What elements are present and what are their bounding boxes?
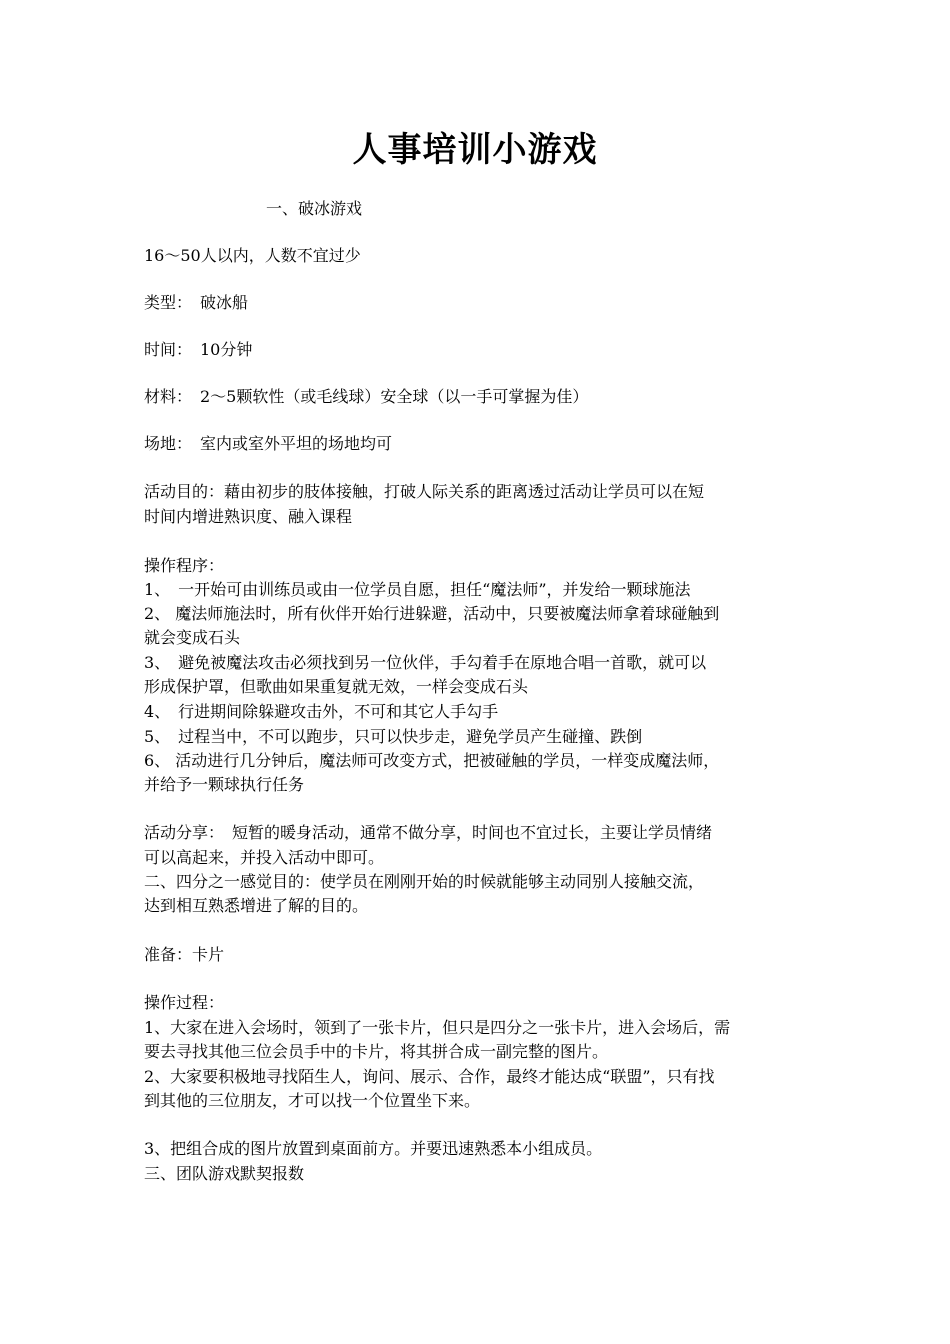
procedure-step-3-cont: 形成保护罩，但歌曲如果重复就无效，一样会变成石头 (144, 677, 529, 696)
sharing-line-1: 活动分享： 短暂的暖身活动，通常不做分享，时间也不宜过长，主要让学员情绪 (144, 823, 713, 842)
process-step-1-cont: 要去寻找其他三位会员手中的卡片，将其拼合成一副完整的图片。 (144, 1042, 609, 1061)
procedure-step-3: 3、 避免被魔法攻击必须找到另一位伙伴，手勾着手在原地合唱一首歌，就可以 (144, 653, 707, 672)
venue-line: 场地： 室内或室外平坦的场地均可 (144, 434, 393, 453)
procedure-step-6: 6、 活动进行几分钟后，魔法师可改变方式，把被碰触的学员，一样变成魔法师， (144, 751, 720, 770)
process-step-2: 2、大家要积极地寻找陌生人，询问、展示、合作，最终才能达成“联盟”，只有找 (144, 1067, 715, 1086)
materials-line: 材料： 2～5颗软性（或毛线球）安全球（以一手可掌握为佳） (144, 387, 589, 406)
procedure-step-5: 5、 过程当中，不可以跑步，只可以快步走，避免学员产生碰撞、跌倒 (144, 727, 643, 746)
procedure-heading: 操作程序： (144, 556, 225, 575)
purpose-line-2: 时间内增进熟识度、融入课程 (144, 507, 353, 526)
process-step-1: 1、大家在进入会场时，领到了一张卡片，但只是四分之一张卡片，进入会场后，需 (144, 1018, 731, 1037)
sharing-line-2: 可以高起来，并投入活动中即可。 (144, 848, 385, 867)
process-step-3: 3、把组合成的图片放置到桌面前方。并要迅速熟悉本小组成员。 (144, 1139, 603, 1158)
procedure-step-6-cont: 并给予一颗球执行任务 (144, 775, 305, 794)
section-heading-icebreaker: 一、破冰游戏 (266, 199, 363, 218)
procedure-step-4: 4、 行进期间除躲避攻击外，不可和其它人手勾手 (144, 702, 499, 721)
procedure-step-2: 2、 魔法师施法时，所有伙伴开始行进躲避，活动中，只要被魔法师拿着球碰触到 (144, 604, 720, 623)
section-three-heading: 三、团队游戏默契报数 (144, 1164, 305, 1183)
purpose-line-1: 活动目的：藉由初步的肢体接触，打破人际关系的距离透过活动让学员可以在短 (144, 482, 705, 501)
procedure-step-2-cont: 就会变成石头 (144, 628, 241, 647)
process-step-2-cont: 到其他的三位朋友，才可以找一个位置坐下来。 (144, 1091, 481, 1110)
time-line: 时间： 10分钟 (144, 340, 253, 359)
preparation-line: 准备：卡片 (144, 945, 225, 964)
type-line: 类型： 破冰船 (144, 293, 249, 312)
procedure-step-1: 1、 一开始可由训练员或由一位学员自愿，担任“魔法师”，并发给一颗球施法 (144, 580, 691, 599)
process-heading: 操作过程： (144, 993, 225, 1012)
section-two-heading: 二、四分之一感觉目的：使学员在刚刚开始的时候就能够主动同别人接触交流， (144, 872, 705, 891)
document-title: 人事培训小游戏 (352, 130, 598, 170)
participants-line: 16～50人以内，人数不宜过少 (144, 246, 361, 265)
section-two-heading-cont: 达到相互熟悉增进了解的目的。 (144, 896, 369, 915)
